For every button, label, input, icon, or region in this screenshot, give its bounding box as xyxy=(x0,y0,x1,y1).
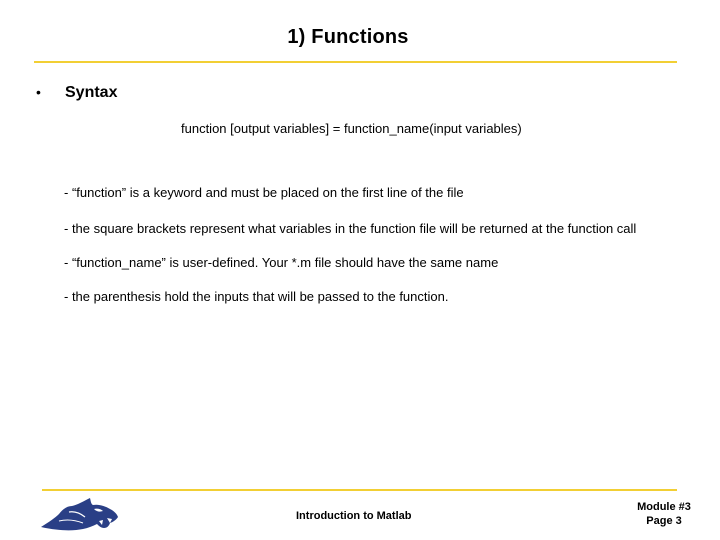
section-heading: Syntax xyxy=(65,84,118,101)
footer-module-number: Module #3 xyxy=(637,501,691,513)
footer-divider xyxy=(42,489,677,491)
title-divider xyxy=(34,61,677,63)
footer-module-info xyxy=(626,500,702,528)
note-line: - “function_name” is user-defined. Your *.m file should have the same name xyxy=(64,255,499,270)
bullet-marker: • xyxy=(36,84,41,100)
note-line: - the parenthesis hold the inputs that will be passed to the function. xyxy=(64,289,449,304)
footer-course-title: Introduction to Matlab xyxy=(296,510,412,522)
footer-page-number: Page 3 xyxy=(646,515,682,527)
note-line: - “function” is a keyword and must be placed on the first line of the file xyxy=(64,185,464,200)
syntax-line: function [output variables] = function_name(input variables) xyxy=(181,121,522,136)
cougar-head-logo-icon xyxy=(39,496,119,532)
note-line: - the square brackets represent what variables in the function file will be returned at the function call xyxy=(64,221,637,236)
slide-title: 1) Functions xyxy=(287,26,409,48)
